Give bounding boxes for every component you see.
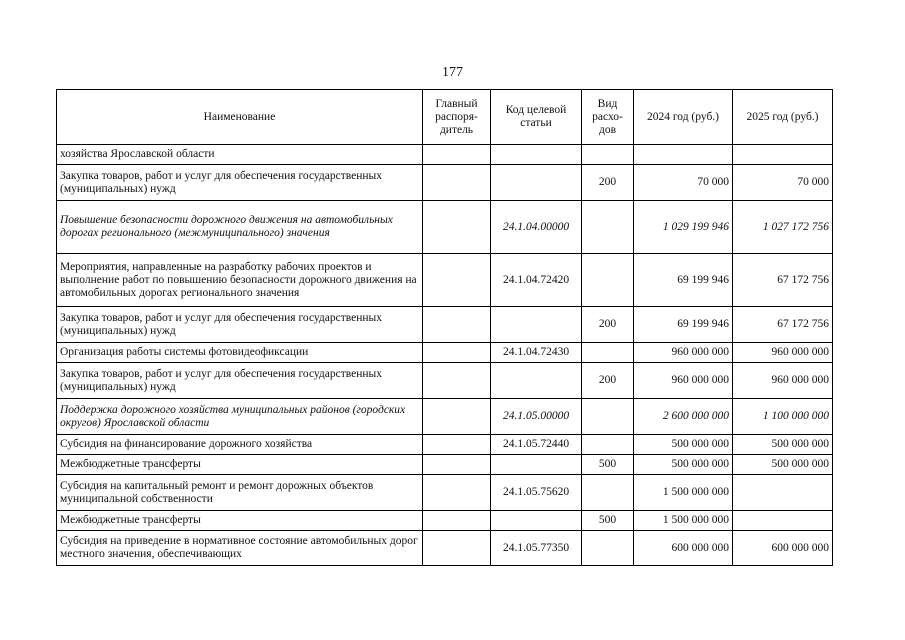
row-amount-2024: 500 000 000	[634, 455, 733, 475]
row-main-manager	[423, 531, 491, 566]
header-name: Наименование	[57, 90, 423, 145]
row-target-code	[491, 363, 582, 399]
row-main-manager	[423, 435, 491, 455]
row-amount-2025: 960 000 000	[733, 343, 833, 363]
header-target-code: Код целевой статьи	[491, 90, 582, 145]
row-expense-type: 200	[582, 165, 634, 201]
header-year-2025: 2025 год (руб.)	[733, 90, 833, 145]
row-amount-2024: 1 029 199 946	[634, 201, 733, 254]
row-main-manager	[423, 254, 491, 307]
row-expense-type: 500	[582, 455, 634, 475]
table-row	[57, 399, 833, 435]
table-row	[57, 455, 833, 475]
row-name: Закупка товаров, работ и услуг для обеспечения государственных (муниципальных) нужд	[57, 363, 423, 399]
row-amount-2025: 1 027 172 756	[733, 201, 833, 254]
row-name: хозяйства Ярославской области	[57, 145, 423, 165]
row-target-code	[491, 511, 582, 531]
row-amount-2025	[733, 511, 833, 531]
table-row	[57, 201, 833, 254]
row-expense-type	[582, 399, 634, 435]
row-amount-2025: 600 000 000	[733, 531, 833, 566]
row-amount-2025: 70 000	[733, 165, 833, 201]
row-amount-2024: 70 000	[634, 165, 733, 201]
row-target-code	[491, 165, 582, 201]
table-row	[57, 531, 833, 566]
row-expense-type	[582, 201, 634, 254]
row-amount-2025: 1 100 000 000	[733, 399, 833, 435]
row-expense-type	[582, 254, 634, 307]
row-main-manager	[423, 343, 491, 363]
row-expense-type	[582, 343, 634, 363]
row-target-code: 24.1.04.72430	[491, 343, 582, 363]
row-amount-2025: 67 172 756	[733, 254, 833, 307]
table-row	[57, 475, 833, 511]
row-name: Мероприятия, направленные на разработку рабочих проектов и выполнение работ по повышению безопасности дорожного движения на автомобильных дорогах регионального значения	[57, 254, 423, 307]
table-row	[57, 435, 833, 455]
row-expense-type	[582, 435, 634, 455]
row-name: Организация работы системы фотовидеофиксации	[57, 343, 423, 363]
row-target-code: 24.1.04.00000	[491, 201, 582, 254]
row-amount-2025: 500 000 000	[733, 455, 833, 475]
row-target-code: 24.1.05.75620	[491, 475, 582, 511]
row-main-manager	[423, 475, 491, 511]
row-amount-2024: 600 000 000	[634, 531, 733, 566]
row-target-code	[491, 145, 582, 165]
row-name: Закупка товаров, работ и услуг для обеспечения государственных (муниципальных) нужд	[57, 165, 423, 201]
row-target-code: 24.1.05.77350	[491, 531, 582, 566]
row-target-code	[491, 455, 582, 475]
row-main-manager	[423, 165, 491, 201]
budget-table	[56, 89, 833, 566]
row-target-code	[491, 307, 582, 343]
row-amount-2024: 500 000 000	[634, 435, 733, 455]
row-amount-2024: 2 600 000 000	[634, 399, 733, 435]
table-row	[57, 254, 833, 307]
row-main-manager	[423, 455, 491, 475]
row-amount-2025: 500 000 000	[733, 435, 833, 455]
row-name: Поддержка дорожного хозяйства муниципальных районов (городских округов) Ярославской области	[57, 399, 423, 435]
row-expense-type	[582, 475, 634, 511]
row-main-manager	[423, 511, 491, 531]
row-amount-2025	[733, 475, 833, 511]
row-main-manager	[423, 307, 491, 343]
table-row	[57, 511, 833, 531]
row-main-manager	[423, 145, 491, 165]
row-name: Повышение безопасности дорожного движения на автомобильных дорогах регионального (межмуниципального) значения	[57, 201, 423, 254]
row-amount-2024: 1 500 000 000	[634, 475, 733, 511]
row-target-code: 24.1.05.72440	[491, 435, 582, 455]
header-main-manager: Главный распоря-дитель	[423, 90, 491, 145]
row-expense-type: 200	[582, 363, 634, 399]
row-target-code: 24.1.04.72420	[491, 254, 582, 307]
header-expense-type: Вид расхо-дов	[582, 90, 634, 145]
table-row	[57, 363, 833, 399]
row-expense-type	[582, 145, 634, 165]
row-amount-2025: 960 000 000	[733, 363, 833, 399]
row-expense-type	[582, 531, 634, 566]
row-name: Субсидия на приведение в нормативное состояние автомобильных дорог местного значения, обеспечивающих	[57, 531, 423, 566]
table-row	[57, 307, 833, 343]
table-row	[57, 165, 833, 201]
header-year-2024: 2024 год (руб.)	[634, 90, 733, 145]
row-amount-2024: 960 000 000	[634, 343, 733, 363]
row-amount-2025: 67 172 756	[733, 307, 833, 343]
row-amount-2024	[634, 145, 733, 165]
row-amount-2024: 960 000 000	[634, 363, 733, 399]
table-header-row	[57, 90, 833, 145]
row-expense-type: 200	[582, 307, 634, 343]
page-number: 177	[442, 65, 463, 80]
row-amount-2024: 69 199 946	[634, 307, 733, 343]
table-row	[57, 343, 833, 363]
row-main-manager	[423, 399, 491, 435]
row-main-manager	[423, 201, 491, 254]
row-amount-2024: 1 500 000 000	[634, 511, 733, 531]
row-name: Межбюджетные трансферты	[57, 455, 423, 475]
row-name: Субсидия на финансирование дорожного хозяйства	[57, 435, 423, 455]
row-target-code: 24.1.05.00000	[491, 399, 582, 435]
row-amount-2025	[733, 145, 833, 165]
row-name: Закупка товаров, работ и услуг для обеспечения государственных (муниципальных) нужд	[57, 307, 423, 343]
row-expense-type: 500	[582, 511, 634, 531]
table-row	[57, 145, 833, 165]
row-amount-2024: 69 199 946	[634, 254, 733, 307]
row-name: Межбюджетные трансферты	[57, 511, 423, 531]
row-name: Субсидия на капитальный ремонт и ремонт дорожных объектов муниципальной собственности	[57, 475, 423, 511]
row-main-manager	[423, 363, 491, 399]
